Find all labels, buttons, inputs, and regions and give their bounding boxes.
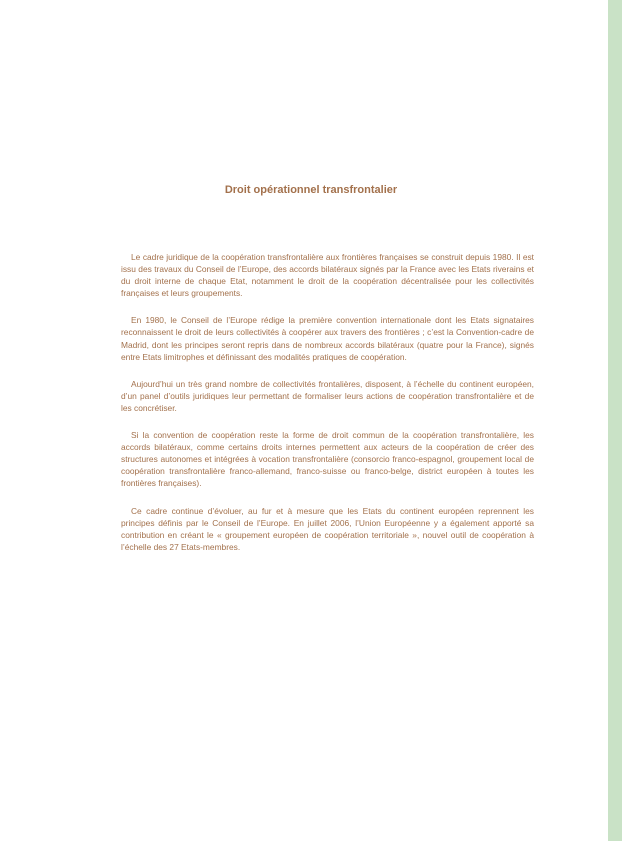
paragraph-4: Si la convention de coopération reste la forme de droit commun de la coopération transfrontalière, les accords bilatéraux, comme certains droits internes permettent aux acteurs de la coopération de créer des structures autonomes et intégrées à vocation transfrontalière (consorcio franco-espagnol, groupement local de coopération transfrontalière franco-allemand, franco-suisse ou franco-belge, district européen à toutes les frontières françaises). xyxy=(121,430,534,489)
right-margin-bar xyxy=(608,0,622,841)
paragraph-3: Aujourd’hui un très grand nombre de collectivités frontalières, disposent, à l’échelle du continent européen, d’un panel d’outils juridiques leur permettant de formaliser leurs actions de coopération transfrontalière et de les concrétiser. xyxy=(121,378,534,413)
paragraph-1: Le cadre juridique de la coopération transfrontalière aux frontières françaises se construit depuis 1980. Il est issu des travaux du Conseil de l’Europe, des accords bilatéraux signés par la France avec les Etats riverains et du droit interne de chaque Etat, notamment le droit de la coopération décentralisée pour les collectivités françaises et leurs groupements. xyxy=(121,252,534,299)
paragraph-5: Ce cadre continue d’évoluer, au fur et à mesure que les Etats du continent européen reprennent les principes définis par le Conseil de l’Europe. En juillet 2006, l’Union Européenne y a également apporté sa contribution en créant le « groupement européen de coopération territoriale », nouvel outil de coopération à l’échelle des 27 Etats-membres. xyxy=(121,505,534,552)
page-title: Droit opérationnel transfrontalier xyxy=(224,184,398,196)
body-text xyxy=(121,251,534,568)
paragraph-2: En 1980, le Conseil de l’Europe rédige la première convention internationale dont les Etats signataires reconnaissent le droit de leurs collectivités à coopérer aux travers des frontières ; c’est la Convention-cadre de Madrid, dont les principes seront repris dans de nombreux accords bilatéraux (quatre pour la France), signés entre Etats limitrophes et définissant des modalités pratiques de coopération. xyxy=(121,315,534,362)
